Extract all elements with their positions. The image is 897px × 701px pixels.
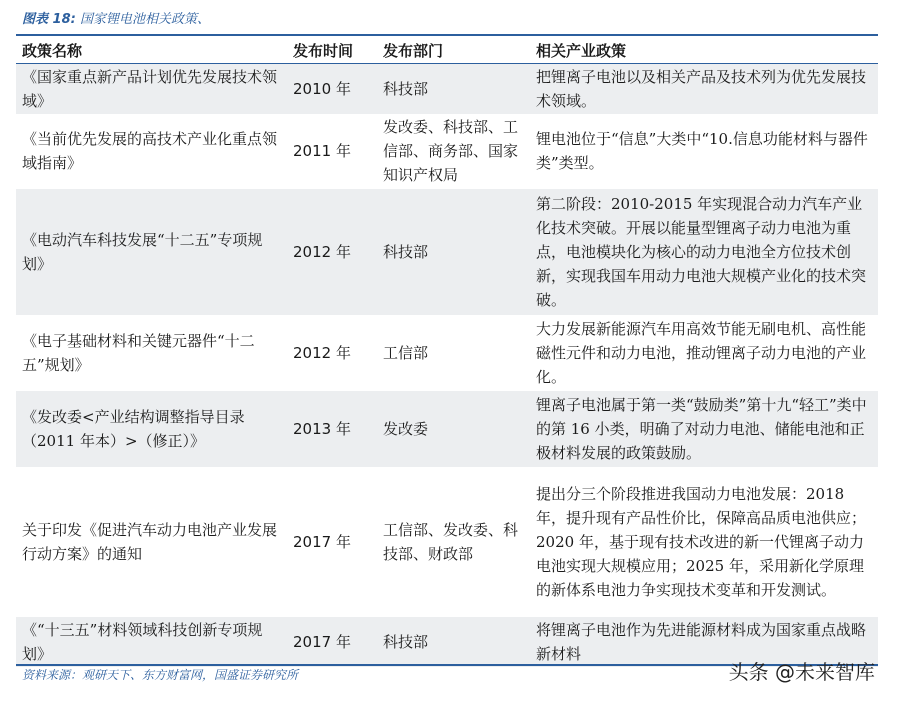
table-row xyxy=(16,64,878,114)
figure-title: 国家锂电池相关政策、 xyxy=(79,12,210,27)
cell-year: 2017 年 xyxy=(287,617,377,667)
cell-policy-name: 《国家重点新产品计划优先发展技术领域》 xyxy=(16,64,287,114)
table-row xyxy=(16,114,878,189)
cell-policy: 提出分三个阶段推进我国动力电池发展：2018 年，提升现有产品性价比，保障高品质电池供应；2020 年，基于现有技术改进的新一代锂离子动力电池实现大规模应用；2025 年，采用新化学原理的新体系电池力争实现技术变革和开发测试。 xyxy=(536,484,867,599)
cell-department: 科技部 xyxy=(377,617,530,667)
cell-policy-name: 《发改委<产业结构调整指导目录（2011 年本）>（修正）》 xyxy=(16,391,287,467)
cell-policy-name: 《“十三五”材料领域科技创新专项规划》 xyxy=(16,617,287,667)
cell-policy: 把锂离子电池以及相关产品及技术列为优先发展技术领域。 xyxy=(530,64,878,114)
cell-policy-name: 《电动汽车科技发展“十二五”专项规划》 xyxy=(16,189,287,315)
cell-department: 工信部、发改委、科技部、财政部 xyxy=(383,520,519,563)
cell-year: 2017 年 xyxy=(293,532,351,551)
cell-department: 科技部 xyxy=(377,189,530,315)
figure-number: 图表 18: xyxy=(22,12,76,27)
figure-caption xyxy=(22,8,210,27)
table-header-row xyxy=(16,37,878,64)
cell-policy-name: 《电子基础材料和关键元器件“十二五”规划》 xyxy=(22,331,255,374)
cell-year: 2010 年 xyxy=(287,64,377,114)
cell-year: 2012 年 xyxy=(293,343,351,362)
cell-year: 2012 年 xyxy=(287,189,377,315)
cell-year: 2013 年 xyxy=(287,391,377,467)
cell-department: 发改委 xyxy=(377,391,530,467)
cell-policy: 大力发展新能源汽车用高效节能无刷电机、高性能磁性元件和动力电池，推动锂离子动力电池的产业化。 xyxy=(536,319,867,386)
table-row xyxy=(16,189,878,315)
header-department: 发布部门 xyxy=(377,37,530,64)
cell-department: 科技部 xyxy=(377,64,530,114)
cell-policy: 将锂离子电池作为先进能源材料成为国家重点战略新材料 xyxy=(530,617,878,667)
table-row xyxy=(16,467,878,617)
cell-policy: 锂电池位于“信息”大类中“10.信息功能材料与器件类”类型。 xyxy=(536,130,868,172)
cell-department: 工信部 xyxy=(383,343,429,362)
cell-policy-name: 关于印发《促进汽车动力电池产业发展行动方案》的通知 xyxy=(22,520,278,563)
header-release-time: 发布时间 xyxy=(287,37,377,64)
header-policy-name: 政策名称 xyxy=(16,37,287,64)
cell-department: 发改委、科技部、工信部、商务部、国家知识产权局 xyxy=(383,118,519,184)
cell-policy-name: 《当前优先发展的高技术产业化重点领域指南》 xyxy=(22,130,278,172)
top-rule xyxy=(16,34,878,36)
policy-table xyxy=(16,37,878,667)
source-note: 资料来源：观研天下、东方财富网，国盛证券研究所 xyxy=(22,668,299,682)
header-industry-policy: 相关产业政策 xyxy=(530,37,878,64)
cell-policy: 锂离子电池属于第一类“鼓励类”第十九“轻工”类中的第 16 小类，明确了对动力电池、储能电池和正极材料发展的政策鼓励。 xyxy=(530,391,878,467)
table-row xyxy=(16,391,878,467)
cell-year: 2011 年 xyxy=(293,142,351,160)
table-row xyxy=(16,315,878,391)
cell-policy: 第二阶段：2010-2015 年实现混合动力汽车产业化技术突破。开展以能量型锂离子动力电池为重点，电池模块化为核心的动力电池全方位技术创新，实现我国车用动力电池大规模产业化的技术突破。 xyxy=(530,189,878,315)
watermark: 头条 @未来智库 xyxy=(728,660,875,684)
